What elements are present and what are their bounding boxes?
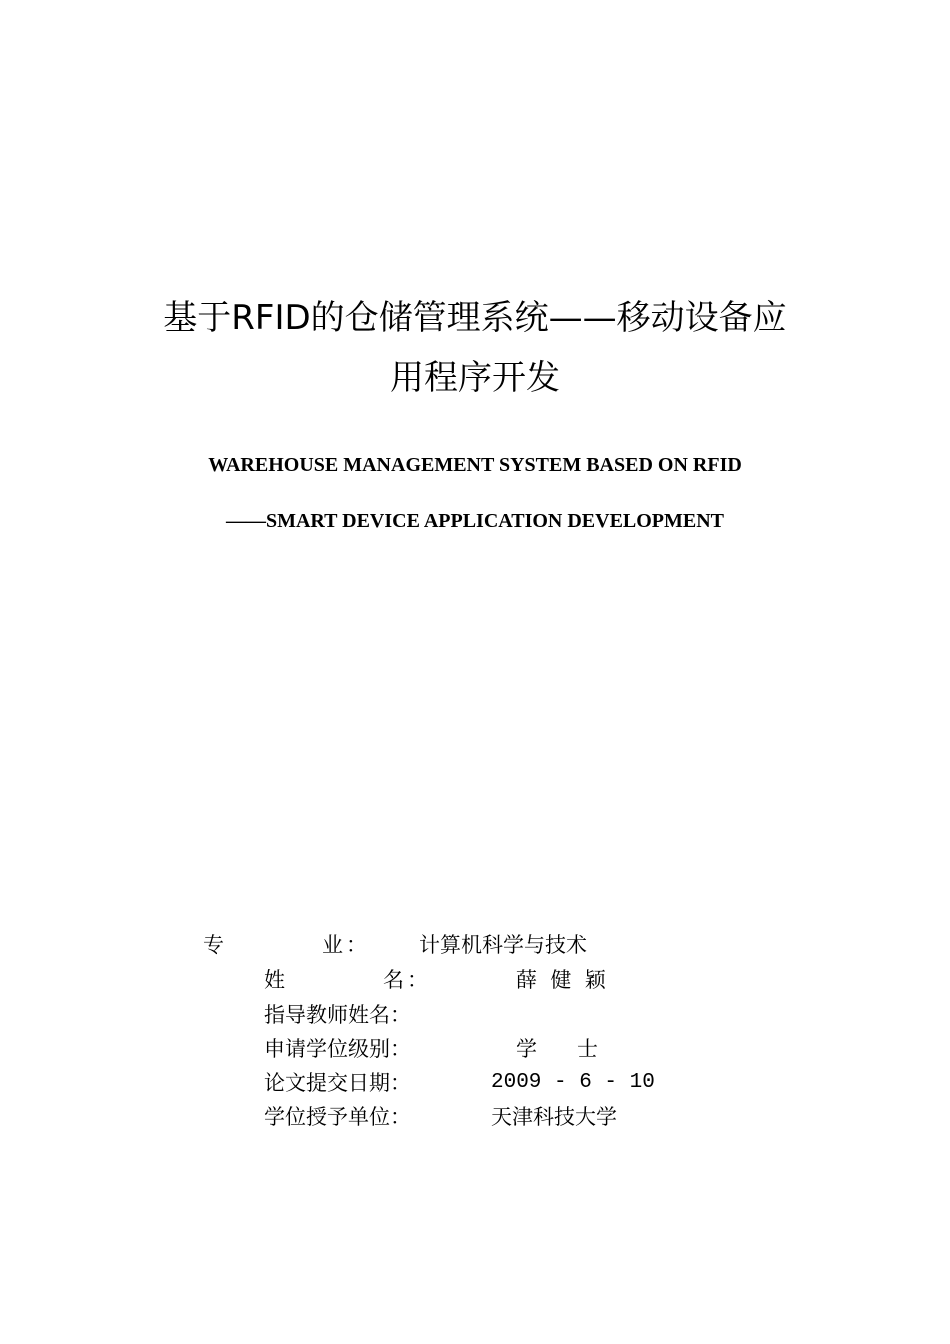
- degree-university-label: 学位授予单位：: [264, 1105, 411, 1129]
- degree-university-value: 天津科技大学: [491, 1105, 617, 1129]
- english-title-line-1: WAREHOUSE MANAGEMENT SYSTEM BASED ON RFID: [208, 454, 742, 476]
- submission-date-label: 论文提交日期：: [264, 1071, 411, 1095]
- english-title-line-2: ——SMART DEVICE APPLICATION DEVELOPMENT: [225, 510, 725, 532]
- submission-date-value: 2009 - 6 - 10: [491, 1071, 655, 1094]
- major-label-part-1: 专: [203, 933, 224, 957]
- advisor-label: 指导教师姓名：: [264, 1003, 411, 1027]
- major-value: 计算机科学与技术: [419, 933, 587, 957]
- name-label-colon: ：: [407, 968, 428, 992]
- name-label-part-1: 姓: [264, 968, 285, 992]
- major-label-part-2: 业: [322, 933, 343, 957]
- name-label-part-2: 名: [383, 968, 404, 992]
- degree-level-value: 学 士: [516, 1037, 599, 1061]
- chinese-title-line-2: 用程序开发: [390, 358, 560, 398]
- major-label-colon: ：: [346, 933, 367, 957]
- name-value: 薛 健 颖: [516, 968, 606, 992]
- degree-level-label: 申请学位级别：: [264, 1037, 411, 1061]
- chinese-title-line-1: 基于RFID的仓储管理系统——移动设备应: [163, 298, 787, 338]
